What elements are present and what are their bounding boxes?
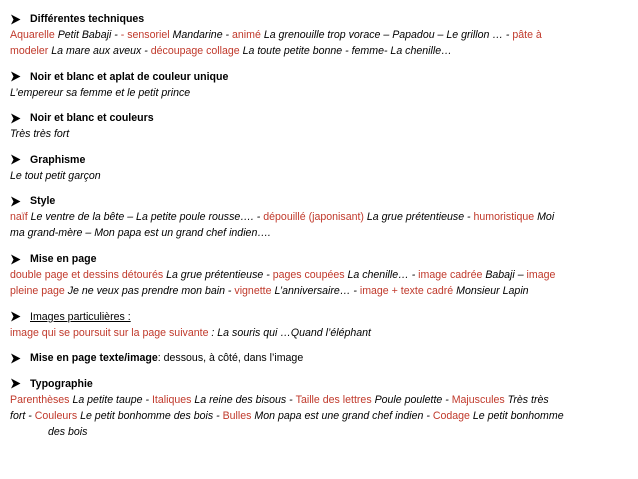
text-line [10, 325, 632, 341]
technique-label: pâte à [512, 29, 542, 41]
book-title: Poule poulette - [374, 393, 452, 406]
book-title: Le tout petit garçon [10, 169, 101, 182]
arrow-bullet-icon [10, 350, 30, 366]
section-mise-texte [10, 350, 632, 366]
technique-label: découpage collage [150, 45, 243, 57]
document-body [10, 11, 632, 449]
image-label: image qui se poursuit sur la page suivante [10, 326, 212, 339]
layout-label: vignette [234, 284, 275, 297]
style-label: naïf [10, 211, 31, 224]
section-techniques [10, 11, 632, 59]
section-heading [10, 350, 632, 366]
section-title: Graphisme [30, 153, 86, 166]
book-title: Le ventre de la bête – La petite poule rousse…. - [30, 211, 264, 224]
book-title: Petit Babaji - [57, 29, 121, 41]
section-noir-couleurs [10, 110, 632, 142]
section-title: Style [30, 195, 56, 208]
technique-label: - sensoriel [120, 29, 173, 41]
section-style [10, 193, 632, 241]
text-line [10, 43, 632, 59]
arrow-bullet-icon [10, 69, 30, 85]
arrow-bullet-icon [10, 376, 30, 392]
section-title: Noir et blanc et couleurs [30, 112, 154, 125]
book-title: Mon papa est une grand chef indien - [254, 409, 433, 422]
section-title: Mise en page [30, 252, 97, 265]
book-title: Mandarine - [172, 29, 233, 41]
book-title: La toute petite bonne - femme- La chenille… [242, 45, 452, 57]
section-heading [10, 69, 632, 85]
section-heading [10, 11, 632, 27]
layout-label: image cadrée [418, 268, 486, 281]
book-title: Le petit bonhomme [472, 409, 564, 422]
book-title: Babaji – [485, 268, 527, 281]
section-heading [10, 251, 632, 267]
arrow-bullet-icon [10, 309, 30, 325]
book-title: La mare aux aveux - [51, 45, 151, 57]
arrow-bullet-icon [10, 11, 30, 27]
arrow-bullet-icon [10, 193, 30, 209]
section-heading [10, 110, 632, 126]
section-title: Images particulières : [30, 310, 131, 323]
book-title: Monsieur Lapin [456, 284, 529, 297]
book-title: L’anniversaire… - [274, 284, 360, 297]
typo-label: Taille des lettres [295, 393, 375, 406]
layout-label: image [526, 268, 556, 281]
section-title: Mise en page texte/image [30, 352, 158, 365]
section-mise-en-page [10, 251, 632, 299]
section-description: : dessous, à côté, dans l’image [157, 352, 304, 365]
section-noir-aplat [10, 69, 632, 101]
layout-label: double page et dessins détourés [10, 268, 167, 281]
book-title: Je ne veux pas prendre mon bain - [67, 284, 235, 297]
arrow-bullet-icon [10, 251, 30, 267]
book-title: Très très fort [10, 128, 70, 141]
typo-label: Bulles [222, 409, 255, 422]
layout-label: pages coupées [272, 268, 348, 281]
technique-label: Aquarelle [10, 29, 58, 41]
book-title: Moi [537, 211, 555, 224]
book-title: des bois [48, 425, 88, 438]
technique-label: animé [232, 29, 264, 41]
technique-label: modeler [10, 45, 52, 57]
section-title: Différentes techniques [30, 13, 145, 25]
arrow-bullet-icon [10, 152, 30, 168]
book-title: Le petit bonhomme des bois - [80, 409, 223, 422]
section-heading [10, 376, 632, 392]
section-images [10, 309, 632, 341]
book-title: La chenille… - [347, 268, 419, 281]
text-line [10, 392, 632, 408]
text-line [10, 209, 632, 225]
style-label: dépouillé (japonisant) [263, 211, 367, 224]
text-line [10, 408, 632, 424]
section-heading [10, 193, 632, 209]
book-title: : La souris qui …Quand l’éléphant [211, 326, 372, 339]
style-label: humoristique [473, 211, 538, 224]
typo-label: Codage [432, 409, 473, 422]
layout-label: image + texte cadré [359, 284, 457, 297]
section-title: Typographie [30, 377, 93, 390]
typo-label: Majuscules [451, 393, 508, 406]
book-title: La petite taupe - [72, 393, 152, 406]
arrow-bullet-icon [10, 110, 30, 126]
typo-label: Parenthèses [10, 393, 73, 406]
section-heading [10, 309, 632, 325]
layout-label: pleine page [10, 284, 68, 297]
book-title: Très très [507, 393, 549, 406]
section-heading [10, 152, 632, 168]
book-title: La reine des bisous - [194, 393, 296, 406]
section-graphisme [10, 152, 632, 184]
book-title: La grenouille trop vorace – Papadou – Le grillon … - [263, 29, 513, 41]
typo-label: Italiques [151, 393, 195, 406]
text-line [10, 27, 632, 43]
book-title: La grue prétentieuse - [366, 211, 474, 224]
book-title: ma grand-mère – Mon papa est un grand chef indien…. [10, 227, 271, 240]
section-title: Noir et blanc et aplat de couleur unique [30, 70, 229, 83]
typo-label: Couleurs [34, 409, 81, 422]
text-line [10, 267, 632, 283]
book-title: La grue prétentieuse - [166, 268, 273, 281]
section-typographie [10, 376, 632, 440]
text-line [10, 283, 632, 299]
book-title: fort - [10, 409, 35, 422]
book-title: L’empereur sa femme et le petit prince [10, 86, 191, 99]
